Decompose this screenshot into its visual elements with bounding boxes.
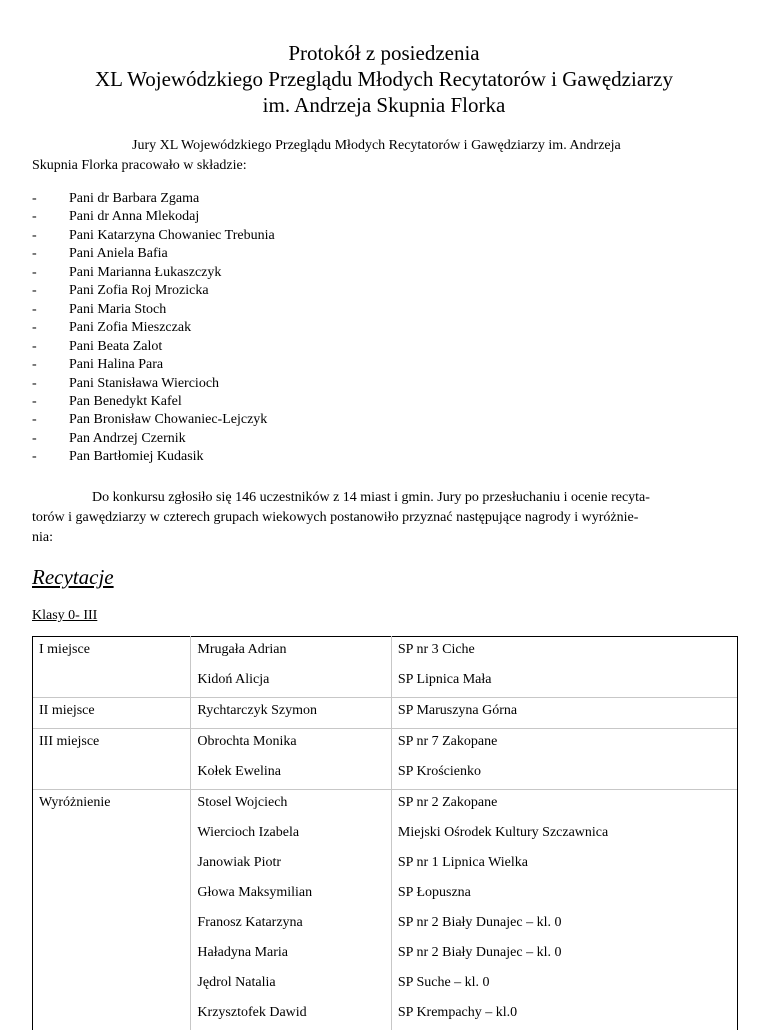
- jury-member-name: Pani Katarzyna Chowaniec Trebunia: [69, 227, 275, 243]
- jury-members-list: [32, 190, 275, 467]
- award-cell: [33, 910, 191, 940]
- document-title-line-3: im. Andrzeja Skupnia Florka: [262, 93, 506, 117]
- award-cell: [33, 759, 191, 790]
- jury-member-name: Pan Benedykt Kafel: [69, 393, 182, 409]
- table-row: [33, 850, 738, 880]
- award-cell: III miejsce: [33, 729, 191, 760]
- jury-member-name: Pani dr Barbara Zgama: [69, 191, 200, 206]
- school-name: SP nr 7 Zakopane: [391, 729, 737, 760]
- participant-name: Obrochta Monika: [191, 729, 391, 760]
- school-name: SP nr 1 Lipnica Wielka: [391, 850, 737, 880]
- document-title-line-2: XL Wojewódzkiego Przeglądu Młodych Recytatorów i Gawędziarzy: [95, 67, 673, 91]
- table-row: [33, 970, 738, 1000]
- participant-name: Haładyna Maria: [191, 940, 391, 970]
- jury-member-name: Pani Maria Stoch: [69, 301, 167, 317]
- jury-member-item: [32, 301, 275, 319]
- jury-member-name: Pani Zofia Roj Mrozicka: [69, 283, 209, 299]
- results-table: [32, 636, 738, 1030]
- award-cell: I miejsce: [33, 637, 191, 668]
- school-name: Miejski Ośrodek Kultury Szczawnica: [391, 820, 737, 850]
- award-cell: [33, 880, 191, 910]
- jury-member-item: [32, 393, 275, 411]
- school-name: SP Maruszyna Górna: [391, 698, 737, 729]
- list-dash: -: [32, 412, 37, 428]
- jury-member-item: [32, 430, 275, 448]
- jury-member-name: Pan Bronisław Chowaniec-Lejczyk: [69, 412, 268, 428]
- list-dash: -: [32, 338, 37, 354]
- school-name: SP Suche – kl. 0: [391, 970, 737, 1000]
- school-name: SP nr 2 Zakopane: [391, 790, 737, 821]
- table-row: [33, 820, 738, 850]
- award-cell: [33, 940, 191, 970]
- jury-member-name: Pan Andrzej Czernik: [69, 430, 186, 446]
- participant-name: Kidoń Alicja: [191, 667, 391, 698]
- school-name: SP Krempachy – kl.0: [391, 1000, 737, 1030]
- list-dash: -: [32, 375, 37, 391]
- list-dash: -: [32, 430, 37, 446]
- participant-name: Rychtarczyk Szymon: [191, 698, 391, 729]
- school-name: SP nr 2 Biały Dunajec – kl. 0: [391, 940, 737, 970]
- jury-member-item: [32, 375, 275, 393]
- list-dash: -: [32, 283, 37, 299]
- table-row: [33, 698, 738, 729]
- list-dash: -: [32, 393, 37, 409]
- list-dash: -: [32, 209, 37, 225]
- jury-member-item: [32, 190, 275, 208]
- table-row: [33, 1000, 738, 1030]
- jury-member-item: [32, 282, 275, 300]
- award-cell: [33, 970, 191, 1000]
- participant-name: Janowiak Piotr: [191, 850, 391, 880]
- jury-member-name: Pani Marianna Łukaszczyk: [69, 264, 222, 280]
- award-cell: [33, 850, 191, 880]
- school-name: SP nr 2 Biały Dunajec – kl. 0: [391, 910, 737, 940]
- jury-member-name: Pani Beata Zalot: [69, 338, 163, 354]
- award-cell: [33, 667, 191, 698]
- school-name: SP Krościenko: [391, 759, 737, 790]
- jury-member-item: [32, 227, 275, 245]
- jury-member-name: Pani dr Anna Mlekodaj: [69, 209, 200, 225]
- table-row: [33, 667, 738, 698]
- subsection-heading: Klasy 0- III: [32, 608, 98, 623]
- contest-intro-line-2: torów i gawędziarzy w czterech grupach wiekowych postanowiło przyznać następujące nagrody i wyróżnie-: [32, 510, 639, 525]
- contest-intro-paragraph: [32, 488, 742, 548]
- participant-name: Krzysztofek Dawid: [191, 1000, 391, 1030]
- jury-member-item: [32, 245, 275, 263]
- jury-member-item: [32, 356, 275, 374]
- jury-member-item: [32, 208, 275, 226]
- jury-intro-paragraph: [32, 136, 742, 176]
- list-dash: -: [32, 227, 37, 243]
- table-row: [33, 729, 738, 760]
- jury-member-item: [32, 411, 275, 429]
- jury-member-item: [32, 319, 275, 337]
- contest-intro-line-3: nia:: [32, 530, 53, 545]
- list-dash: -: [32, 357, 37, 373]
- school-name: SP Łopuszna: [391, 880, 737, 910]
- list-dash: -: [32, 264, 37, 280]
- table-row: [33, 637, 738, 668]
- table-row: [33, 759, 738, 790]
- participant-name: Mrugała Adrian: [191, 637, 391, 668]
- list-dash: -: [32, 246, 37, 262]
- jury-member-item: [32, 338, 275, 356]
- jury-member-name: Pani Stanisława Wiercioch: [69, 375, 220, 391]
- contest-intro-line-1: Do konkursu zgłosiło się 146 uczestników z 14 miast i gmin. Jury po przesłuchaniu i ocenie recyta-: [92, 490, 650, 505]
- participant-name: Jędrol Natalia: [191, 970, 391, 1000]
- award-cell: II miejsce: [33, 698, 191, 729]
- award-cell: [33, 820, 191, 850]
- list-dash: -: [32, 191, 37, 206]
- list-dash: -: [32, 301, 37, 317]
- table-row: [33, 910, 738, 940]
- table-row: [33, 880, 738, 910]
- jury-member-item: [32, 264, 275, 282]
- table-row: [33, 940, 738, 970]
- jury-member-name: Pani Zofia Mieszczak: [69, 320, 192, 336]
- jury-intro-line-2: Skupnia Florka pracowało w składzie:: [32, 158, 247, 173]
- jury-member-name: Pani Aniela Bafia: [69, 246, 168, 262]
- table-row: [33, 790, 738, 821]
- jury-member-name: Pani Halina Para: [69, 357, 164, 373]
- participant-name: Franosz Katarzyna: [191, 910, 391, 940]
- jury-member-item: [32, 448, 275, 466]
- participant-name: Wiercioch Izabela: [191, 820, 391, 850]
- award-cell: Wyróżnienie: [33, 790, 191, 821]
- jury-intro-line-1: Jury XL Wojewódzkiego Przeglądu Młodych Recytatorów i Gawędziarzy im. Andrzeja: [132, 138, 621, 153]
- participant-name: Głowa Maksymilian: [191, 880, 391, 910]
- jury-member-name: Pan Bartłomiej Kudasik: [69, 449, 204, 465]
- award-cell: [33, 1000, 191, 1030]
- section-heading: Recytacje: [32, 565, 114, 589]
- participant-name: Stosel Wojciech: [191, 790, 391, 821]
- participant-name: Kołek Ewelina: [191, 759, 391, 790]
- list-dash: -: [32, 320, 37, 336]
- school-name: SP Lipnica Mała: [391, 667, 737, 698]
- school-name: SP nr 3 Ciche: [391, 637, 737, 668]
- list-dash: -: [32, 449, 37, 465]
- document-title-line-1: Protokół z posiedzenia: [288, 41, 480, 65]
